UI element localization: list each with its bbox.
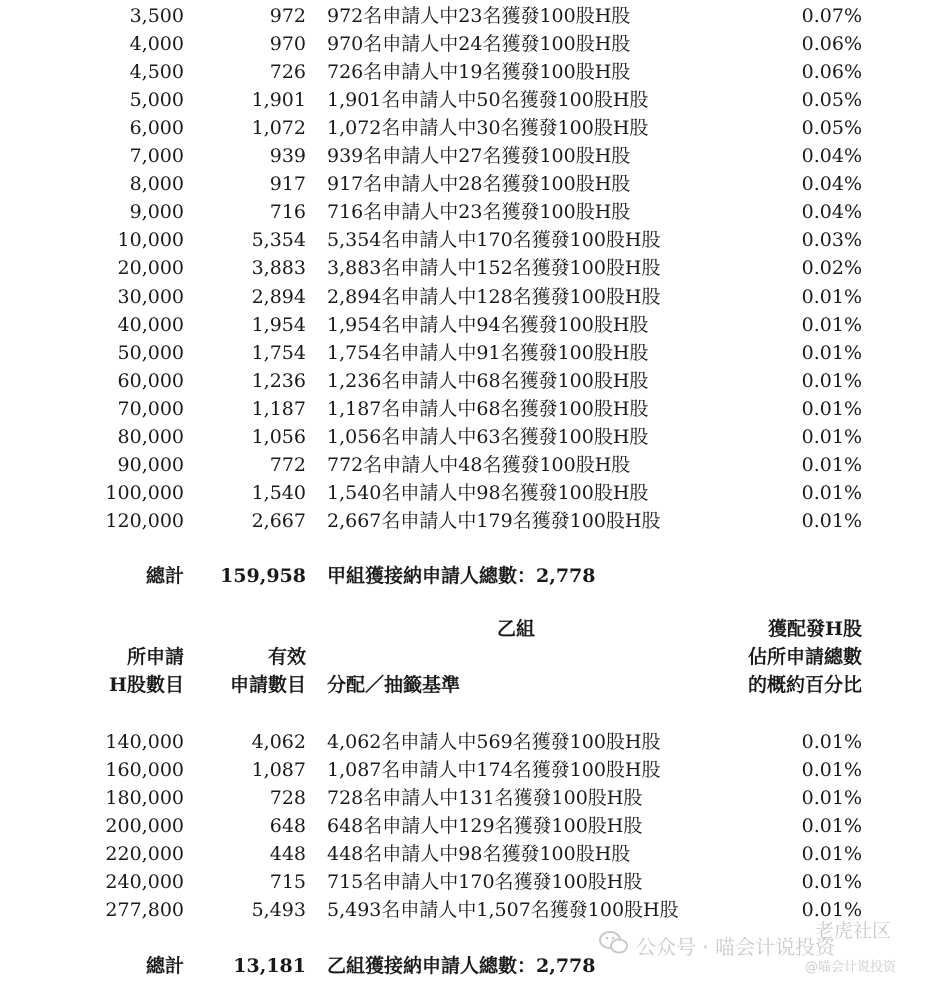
applications-cell: 4,062: [251, 731, 306, 753]
table-row: [0, 2, 929, 30]
basis-cell: 972名申請人中23名獲發100股H股: [327, 5, 631, 27]
applications-cell: 2,667: [251, 509, 306, 532]
watermark-site: 老虎社区: [815, 920, 892, 942]
shares-cell: 50,000: [117, 341, 184, 364]
percentage-cell: 0.06%: [801, 61, 862, 84]
total-label: 總計: [145, 955, 184, 977]
percentage-cell: 0.07%: [801, 5, 862, 27]
table-row: [0, 283, 929, 311]
applications-cell: 1,540: [251, 481, 306, 504]
applications-cell: 917: [269, 173, 306, 196]
shares-cell: 180,000: [105, 787, 184, 809]
basis-cell: 5,354名申請人中170名獲發100股H股: [327, 229, 661, 252]
applications-cell: 1,901: [251, 89, 306, 112]
table-row: [0, 840, 929, 868]
applications-cell: 648: [269, 815, 306, 837]
applications-cell: 448: [269, 843, 306, 865]
shares-cell: 8,000: [129, 173, 184, 196]
percentage-cell: 0.01%: [801, 397, 862, 420]
percentage-cell: 0.01%: [801, 369, 862, 392]
shares-cell: 220,000: [105, 843, 184, 865]
table-row: [0, 114, 929, 142]
shares-cell: 4,500: [129, 61, 184, 84]
basis-cell: 1,236名申請人中68名獲發100股H股: [327, 369, 649, 392]
apps-header-line2: 申請數目: [229, 674, 306, 696]
table-row: [0, 254, 929, 282]
table-row: [0, 812, 929, 840]
shares-cell: 140,000: [105, 731, 184, 753]
basis-cell: 939名申請人中27名獲發100股H股: [327, 145, 631, 168]
applications-cell: 939: [269, 145, 306, 168]
total-applications: 13,181: [233, 955, 306, 977]
applications-cell: 1,187: [251, 397, 306, 420]
table-row: [0, 868, 929, 896]
shares-cell: 7,000: [129, 145, 184, 168]
basis-cell: 3,883名申請人中152名獲發100股H股: [327, 257, 661, 280]
applications-cell: 1,072: [251, 117, 306, 140]
percentage-cell: 0.01%: [801, 425, 862, 448]
shares-cell: 240,000: [105, 871, 184, 893]
table-row: [0, 367, 929, 395]
basis-header: 分配／抽籤基準: [327, 674, 461, 696]
table-row: [0, 896, 929, 924]
table-row: [0, 423, 929, 451]
total-accepted-applicants: 乙組獲接納申請人總數：2,778: [327, 955, 596, 977]
table-row: [0, 198, 929, 226]
percentage-cell: 0.04%: [801, 173, 862, 196]
shares-cell: 3,500: [129, 5, 184, 27]
applications-cell: 1,754: [251, 341, 306, 364]
basis-cell: 2,894名申請人中128名獲發100股H股: [327, 285, 661, 308]
shares-cell: 9,000: [129, 201, 184, 224]
pct-header-line3: 的概約百分比: [747, 674, 862, 696]
percentage-cell: 0.05%: [801, 117, 862, 140]
shares-cell: 10,000: [117, 229, 184, 252]
applications-cell: 5,493: [251, 899, 306, 921]
applications-cell: 1,056: [251, 425, 306, 448]
basis-cell: 648名申請人中129名獲發100股H股: [327, 815, 643, 837]
table-row: [0, 395, 929, 423]
shares-cell: 100,000: [105, 481, 184, 504]
percentage-cell: 0.01%: [801, 341, 862, 364]
basis-cell: 917名申請人中28名獲發100股H股: [327, 173, 631, 196]
percentage-cell: 0.02%: [801, 257, 862, 280]
shares-cell: 200,000: [105, 815, 184, 837]
basis-cell: 2,667名申請人中179名獲發100股H股: [327, 509, 661, 532]
shares-cell: 4,000: [129, 33, 184, 56]
basis-cell: 1,087名申請人中174名獲發100股H股: [327, 759, 661, 781]
table-row: [0, 507, 929, 535]
percentage-cell: 0.01%: [801, 899, 862, 921]
applications-cell: 970: [269, 33, 306, 56]
shares-cell: 90,000: [117, 453, 184, 476]
shares-cell: 60,000: [117, 369, 184, 392]
shares-cell: 20,000: [117, 257, 184, 280]
wechat-icon: [598, 929, 630, 957]
table-row: [0, 756, 929, 784]
table-row: [0, 451, 929, 479]
applications-cell: 716: [269, 201, 306, 224]
percentage-cell: 0.01%: [801, 759, 862, 781]
shares-cell: 120,000: [105, 509, 184, 532]
shares-cell: 80,000: [117, 425, 184, 448]
pct-header-line2: 佔所申請總數: [747, 646, 862, 668]
pct-header-line1: 獲配發H股: [768, 618, 862, 640]
group-b-title: 乙組: [497, 618, 536, 640]
percentage-cell: 0.01%: [801, 313, 862, 336]
basis-cell: 1,954名申請人中94名獲發100股H股: [327, 313, 649, 336]
applications-cell: 5,354: [251, 229, 306, 252]
table-row: [0, 784, 929, 812]
apps-header-line1: 有效: [267, 646, 306, 668]
table-row: [0, 226, 929, 254]
applications-cell: 2,894: [251, 285, 306, 308]
shares-cell: 70,000: [117, 397, 184, 420]
shares-cell: 5,000: [129, 89, 184, 112]
group-a-total-row: [0, 562, 929, 590]
basis-cell: 772名申請人中48名獲發100股H股: [327, 453, 631, 476]
applications-cell: 772: [269, 453, 306, 476]
table-row: [0, 142, 929, 170]
table-row: [0, 479, 929, 507]
applications-cell: 1,236: [251, 369, 306, 392]
basis-cell: 1,901名申請人中50名獲發100股H股: [327, 89, 649, 112]
basis-cell: 728名申請人中131名獲發100股H股: [327, 787, 643, 809]
basis-cell: 716名申請人中23名獲發100股H股: [327, 201, 631, 224]
basis-cell: 5,493名申請人中1,507名獲發100股H股: [327, 899, 679, 921]
percentage-cell: 0.04%: [801, 201, 862, 224]
watermark-handle: @喵会计说投资: [805, 960, 897, 975]
shares-header-line1: 所申請: [126, 646, 184, 668]
shares-cell: 40,000: [117, 313, 184, 336]
shares-header-line2: H股數目: [109, 674, 184, 696]
basis-cell: 726名申請人中19名獲發100股H股: [327, 61, 631, 84]
percentage-cell: 0.05%: [801, 89, 862, 112]
basis-cell: 4,062名申請人中569名獲發100股H股: [327, 731, 661, 753]
percentage-cell: 0.01%: [801, 453, 862, 476]
total-label: 總計: [145, 565, 184, 587]
percentage-cell: 0.01%: [801, 285, 862, 308]
total-accepted-applicants: 甲組獲接納申請人總數：2,778: [327, 565, 596, 587]
watermark-channel: 公众号 · 喵会计说投资: [636, 935, 836, 959]
table-row: [0, 58, 929, 86]
basis-cell: 1,072名申請人中30名獲發100股H股: [327, 117, 649, 140]
percentage-cell: 0.06%: [801, 33, 862, 56]
percentage-cell: 0.01%: [801, 815, 862, 837]
basis-cell: 1,540名申請人中98名獲發100股H股: [327, 481, 649, 504]
percentage-cell: 0.03%: [801, 229, 862, 252]
shares-cell: 6,000: [129, 117, 184, 140]
applications-cell: 972: [269, 5, 306, 27]
percentage-cell: 0.01%: [801, 871, 862, 893]
table-row: [0, 311, 929, 339]
percentage-cell: 0.01%: [801, 509, 862, 532]
applications-cell: 1,954: [251, 313, 306, 336]
applications-cell: 1,087: [251, 759, 306, 781]
percentage-cell: 0.01%: [801, 843, 862, 865]
table-row: [0, 728, 929, 756]
percentage-cell: 0.01%: [801, 731, 862, 753]
shares-cell: 277,800: [105, 899, 184, 921]
percentage-cell: 0.01%: [801, 787, 862, 809]
basis-cell: 1,056名申請人中63名獲發100股H股: [327, 425, 649, 448]
percentage-cell: 0.01%: [801, 481, 862, 504]
total-applications: 159,958: [220, 565, 306, 587]
basis-cell: 970名申請人中24名獲發100股H股: [327, 33, 631, 56]
applications-cell: 728: [269, 787, 306, 809]
basis-cell: 1,187名申請人中68名獲發100股H股: [327, 397, 649, 420]
basis-cell: 1,754名申請人中91名獲發100股H股: [327, 341, 649, 364]
shares-cell: 160,000: [105, 759, 184, 781]
table-row: [0, 86, 929, 114]
percentage-cell: 0.04%: [801, 145, 862, 168]
applications-cell: 715: [269, 871, 306, 893]
shares-cell: 30,000: [117, 285, 184, 308]
table-row: [0, 30, 929, 58]
applications-cell: 726: [269, 61, 306, 84]
basis-cell: 715名申請人中170名獲發100股H股: [327, 871, 643, 893]
table-row: [0, 339, 929, 367]
applications-cell: 3,883: [251, 257, 306, 280]
table-row: [0, 170, 929, 198]
basis-cell: 448名申請人中98名獲發100股H股: [327, 843, 631, 865]
